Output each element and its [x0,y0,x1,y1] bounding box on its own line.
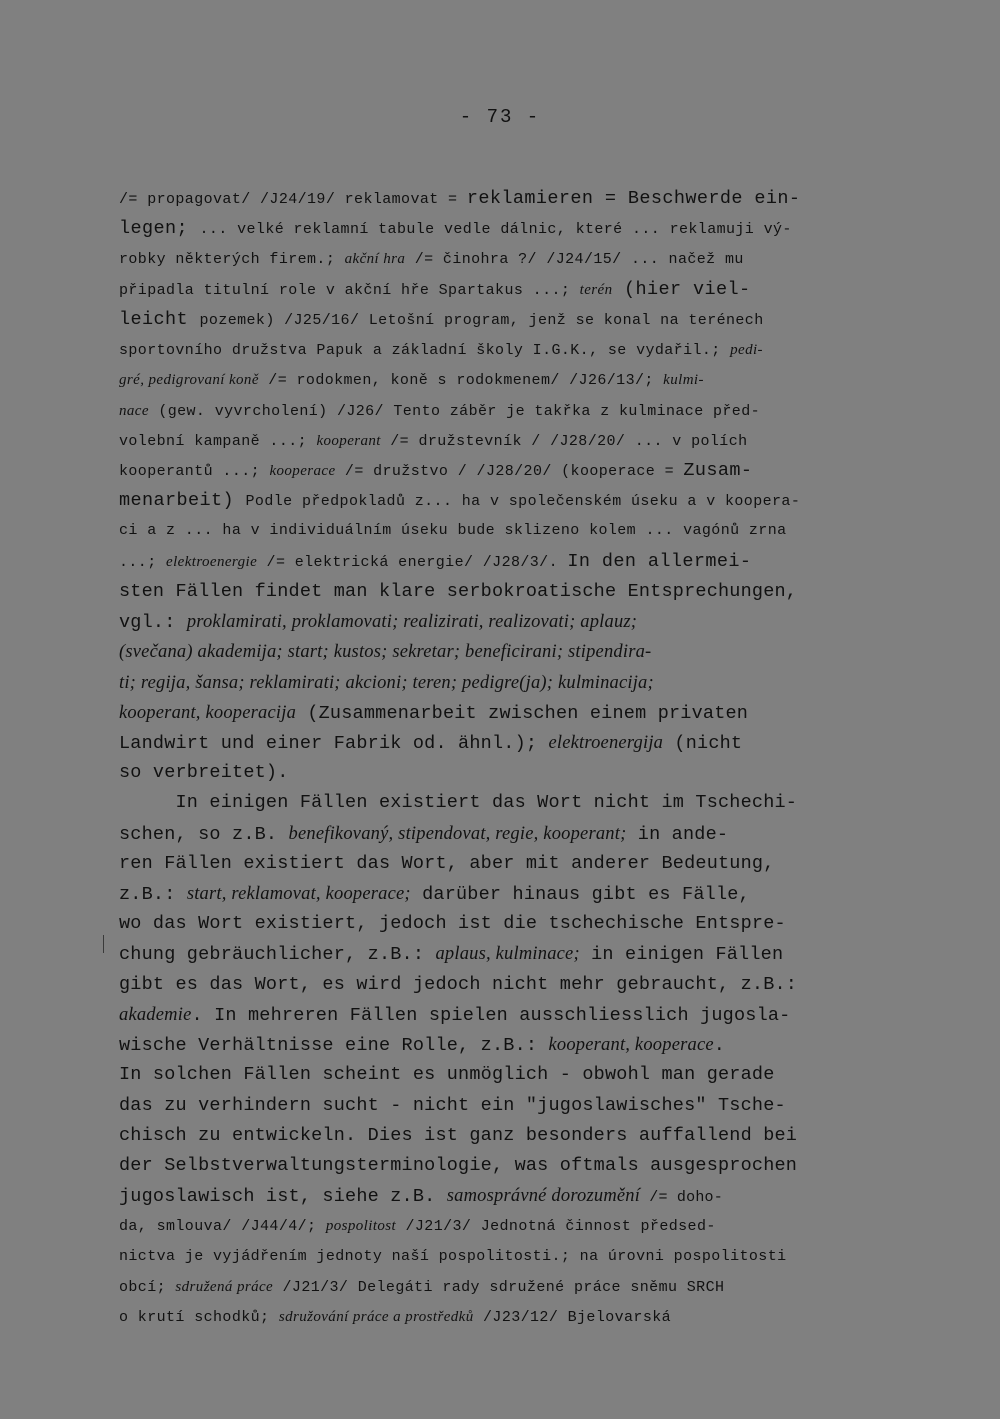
italic-term: gré, pedigrovaní koně [119,372,259,389]
text-line [119,456,899,486]
text-run: so verbreitet). [119,762,289,784]
text-run: /J21/3/ Jednotná činnost předsed- [396,1218,716,1236]
italic-term: samosprávné dorozumění [446,1186,641,1207]
text-line [119,698,899,728]
text-run: der Selbstverwaltungsterminologie, was oftmals ausgesprochen [119,1155,798,1176]
text-line [119,244,899,274]
text-run: . In mehreren Fällen spielen ausschliesslich jugosla- [191,1004,791,1026]
text-line [119,909,899,939]
text-run: In den allermei- [567,550,752,572]
text-run: /= propagovat/ /J24/19/ reklamovat = [119,191,467,208]
text-line [119,1060,899,1090]
text-run: legen; [119,218,200,240]
text-line [119,849,899,879]
text-run: (nicht [663,732,743,754]
italic-term: kulmi- [663,372,704,389]
text-run: Zusam- [683,459,753,481]
text-line [119,668,899,698]
text-line [119,1242,899,1272]
text-line [119,1121,899,1151]
text-run: gibt es das Wort, es wird jedoch nicht mehr gebraucht, z.B.: [119,973,798,995]
text-run: /= družstvo / /J28/20/ (kooperace = [335,462,684,480]
text-line [119,486,899,516]
text-run: /= činohra ?/ /J24/15/ ... načež mu [405,251,744,269]
text-line [119,184,899,214]
text-line [119,577,899,607]
text-line [119,970,899,1000]
text-line [119,547,899,577]
text-run: volební kampaně ...; [119,432,317,450]
text-run: wische Verhältnisse eine Rolle, z.B.: [119,1035,549,1057]
text-run: pozemek) /J25/16/ Letošní program, jenž se konal na terénech [199,311,764,329]
text-run: in ande- [626,823,729,845]
text-run: schen, so z.B. [119,823,289,845]
italic-term: akční hra [344,251,406,268]
text-run: /J23/12/ Bjelovarská [473,1309,672,1327]
italic-term: proklamirati, proklamovati; realizirati, realizovati; aplauz; [186,612,638,633]
text-line [119,879,899,909]
text-line [119,275,899,305]
italic-term: kooperant, kooperace [548,1035,714,1056]
body-text [119,184,899,1332]
margin-mark [103,935,104,953]
text-line [119,1272,899,1302]
text-run: . [713,1035,726,1057]
text-run: leicht [119,308,200,330]
text-run: jugoslawisch ist, siehe z.B. [119,1186,447,1208]
text-line [119,728,899,758]
text-run: chisch zu entwickeln. Dies ist ganz besonders auffallend bei [119,1124,798,1146]
text-line [119,1211,899,1241]
text-run: /= rodokmen, koně s rodokmenem/ /J26/13/; [258,372,664,390]
italic-term: elektroenergija [548,732,664,753]
text-run: (hier viel- [612,278,751,300]
italic-term: terén [579,281,613,298]
text-line [119,1151,899,1181]
text-run: sten Fällen findet man klare serbokroatische Entsprechungen, [119,580,798,602]
text-run: In solchen Fällen scheint es unmöglich - obwohl man gerade [119,1064,775,1086]
text-line [119,365,899,395]
text-line [119,607,899,637]
text-line [119,1000,899,1030]
text-run: (Zusammenarbeit zwischen einem privaten [296,702,749,724]
text-run: reklamieren = Beschwerde ein- [466,188,801,209]
page-number: - 73 - [459,106,541,128]
text-run: sportovního družstva Papuk a základní školy I.G.K., se vydařil.; [119,342,731,360]
text-run: /J21/3/ Delegáti rady sdružené práce sněmu SRCH [273,1278,725,1296]
text-run: /= doho- [640,1189,723,1207]
text-run: in einigen Fällen [579,944,784,966]
text-run: Podle předpokladů z... ha v společenském úseku a v koopera- [245,493,801,511]
text-run: menarbeit) [119,490,246,512]
text-run: das zu verhindern sucht - nicht ein "jugoslawisches" Tsche- [119,1094,786,1116]
text-line [119,214,899,244]
text-line [119,305,899,335]
text-run: wo das Wort existiert, jedoch ist die tschechische Entspre- [119,913,786,935]
text-run: da, smlouva/ /J44/4/; [119,1218,326,1236]
text-run: o krutí schodků; [119,1309,279,1327]
text-run: vgl.: [119,612,187,634]
italic-term: sdružená práce [175,1278,274,1295]
text-run: připadla titulní role v akční hře Spartakus ...; [119,281,580,299]
text-line [119,788,899,818]
italic-term: (svečana) akademija; start; kustos; sekretar; beneficirani; stipendira- [119,642,652,663]
italic-term: elektroenergie [166,553,258,570]
text-line [119,758,899,788]
italic-term: start, reklamovat, kooperace; [186,884,411,905]
italic-term: sdružování práce a prostředků [278,1309,474,1326]
italic-term: nace [119,402,149,419]
italic-term: pospolitost [325,1218,397,1235]
italic-term: ti; regija, šansa; reklamirati; akcioni; teren; pedigre(ja); kulminacija; [119,672,654,693]
text-run: ... velké reklamní tabule vedle dálnic, které ... reklamuji vý- [199,221,792,239]
text-run: /= elektrická energie/ /J28/3/. [257,553,568,571]
text-line [119,1302,899,1332]
text-run: chung gebräuchlicher, z.B.: [119,944,436,966]
text-run: darüber hinaus gibt es Fälle, [410,884,750,906]
text-run: (gew. vyvrcholení) /J26/ Tento záběr je takřka z kulminace před- [148,402,761,420]
text-line [119,1181,899,1211]
italic-term: akademie [119,1004,192,1025]
text-run: ...; [119,553,167,571]
italic-term: kooperant, kooperacija [119,702,297,723]
text-run: robky některých firem.; [119,251,345,269]
text-line [119,516,899,546]
text-run: /= družstevník / /J28/20/ ... v polích [380,432,748,450]
text-run: ren Fällen existiert das Wort, aber mit anderer Bedeutung, [119,852,775,874]
text-line [119,819,899,849]
text-line [119,335,899,365]
italic-term: pedi- [730,342,763,359]
text-line [119,426,899,456]
italic-term: benefikovaný, stipendovat, regie, kooperant; [288,823,627,844]
text-run: nictva je vyjádřením jednoty naší pospolitosti.; na úrovni pospolitosti [119,1247,787,1265]
text-run: z.B.: [119,884,187,906]
text-run: obcí; [119,1278,176,1296]
italic-term: aplaus, kulminace; [435,944,580,965]
text-line [119,637,899,667]
text-line [119,1030,899,1060]
italic-term: kooperace [269,462,336,479]
text-line [119,1091,899,1121]
text-line [119,939,899,969]
text-run: kooperantů ...; [119,462,270,480]
text-run: Landwirt und einer Fabrik od. ähnl.); [119,732,549,754]
italic-term: kooperant [316,432,381,449]
text-line [119,396,899,426]
text-run: ci a z ... ha v individuálním úseku bude sklizeno kolem ... vagónů zrna [119,522,787,540]
text-run: In einigen Fällen existiert das Wort nicht im Tschechi- [119,792,798,814]
